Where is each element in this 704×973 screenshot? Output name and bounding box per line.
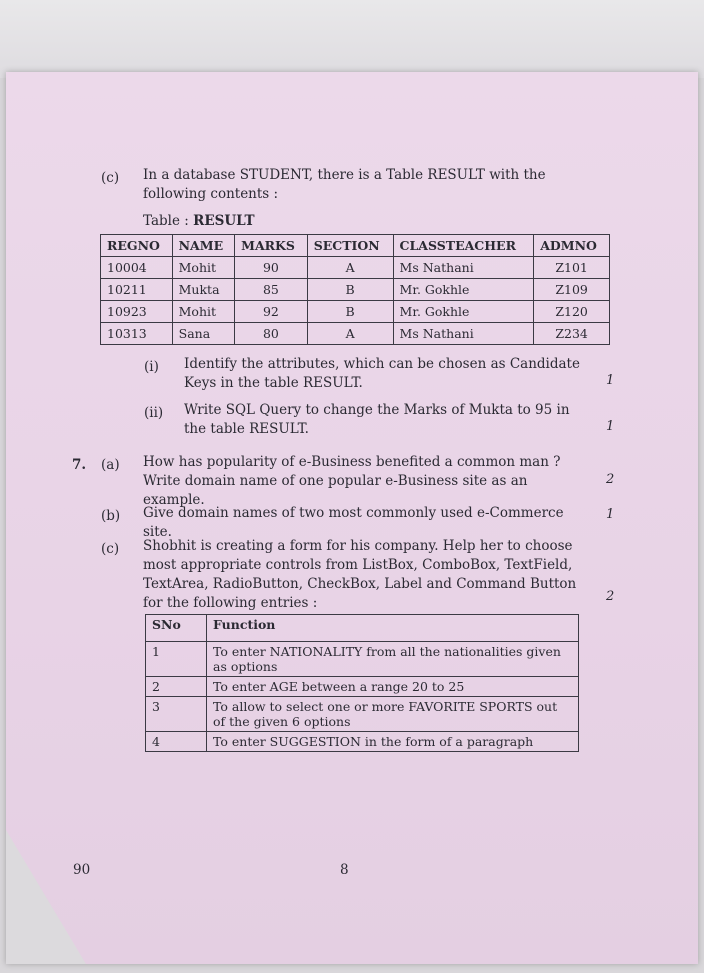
header-admno: ADMNO: [534, 235, 610, 257]
q6c-label: (c): [101, 170, 120, 186]
cell-regno: 10004: [101, 257, 173, 279]
header-marks: MARKS: [235, 235, 308, 257]
cell-admno: Z101: [534, 257, 610, 279]
cell-section: B: [307, 301, 393, 323]
cell-section: B: [307, 279, 393, 301]
cell-sno: 3: [146, 697, 207, 732]
q6c-i-label: (i): [144, 359, 159, 375]
cell-marks: 80: [235, 323, 308, 345]
table-header-row: [101, 235, 610, 257]
cell-name: Mohit: [172, 301, 234, 323]
q7b-marks: 1: [606, 507, 615, 522]
cell-function: To enter SUGGESTION in the form of a paragraph: [207, 732, 579, 752]
scan-background: [0, 0, 704, 78]
caption-name: RESULT: [193, 213, 255, 229]
table-row: [146, 677, 579, 697]
q7a-marks: 2: [606, 472, 615, 487]
q7a-text: How has popularity of e-Business benefited a common man ? Write domain name of one popular e-Business site as an example.: [143, 454, 561, 508]
cell-section: A: [307, 257, 393, 279]
cell-classteacher: Ms Nathani: [393, 257, 534, 279]
q7-number: 7.: [72, 457, 87, 473]
q6c-ii-label: (ii): [144, 405, 164, 421]
cell-admno: Z120: [534, 301, 610, 323]
q7b-text: Give domain names of two most commonly used e-Commerce site.: [143, 505, 564, 540]
q6c-text: In a database STUDENT, there is a Table RESULT with the following contents :: [143, 167, 546, 202]
cell-regno: 10923: [101, 301, 173, 323]
cell-function: To allow to select one or more FAVORITE SPORTS out of the given 6 options: [207, 697, 579, 732]
table-header-row: [146, 615, 579, 642]
table-row: [101, 257, 610, 279]
header-function: Function: [207, 615, 579, 642]
paper-code: 90: [73, 862, 91, 878]
q7c-marks: 2: [606, 589, 615, 604]
q6c-ii-marks: 1: [606, 419, 615, 434]
cell-regno: 10313: [101, 323, 173, 345]
folded-corner: [6, 830, 86, 964]
cell-name: Mukta: [172, 279, 234, 301]
cell-sno: 4: [146, 732, 207, 752]
function-table: [145, 614, 579, 752]
table-row: [101, 279, 610, 301]
cell-sno: 1: [146, 642, 207, 677]
table-row: [146, 732, 579, 752]
cell-section: A: [307, 323, 393, 345]
table-row: [146, 697, 579, 732]
cell-function: To enter AGE between a range 20 to 25: [207, 677, 579, 697]
q6c-i-text: Identify the attributes, which can be chosen as Candidate Keys in the table RESULT.: [184, 356, 580, 391]
result-table-caption: [143, 213, 255, 229]
cell-classteacher: Ms Nathani: [393, 323, 534, 345]
cell-marks: 85: [235, 279, 308, 301]
cell-marks: 90: [235, 257, 308, 279]
header-name: NAME: [172, 235, 234, 257]
cell-name: Mohit: [172, 257, 234, 279]
q6c-i-marks: 1: [606, 373, 615, 388]
q7a-label: (a): [101, 457, 120, 473]
table-row: [101, 301, 610, 323]
cell-admno: Z234: [534, 323, 610, 345]
header-regno: REGNO: [101, 235, 173, 257]
table-row: [146, 642, 579, 677]
cell-name: Sana: [172, 323, 234, 345]
result-table: [100, 234, 610, 345]
q6c-ii-text: Write SQL Query to change the Marks of Mukta to 95 in the table RESULT.: [184, 402, 570, 437]
q7c-text: Shobhit is creating a form for his company. Help her to choose most appropriate controls from ListBox, ComboBox, TextField, TextArea, RadioButton, CheckBox, Label and Command Button for the following entries :: [143, 538, 577, 611]
cell-sno: 2: [146, 677, 207, 697]
cell-marks: 92: [235, 301, 308, 323]
q7b-label: (b): [101, 508, 121, 524]
page-number: 8: [340, 862, 349, 878]
cell-classteacher: Mr. Gokhle: [393, 301, 534, 323]
header-classteacher: CLASSTEACHER: [393, 235, 534, 257]
cell-function: To enter NATIONALITY from all the nationalities given as options: [207, 642, 579, 677]
table-row: [101, 323, 610, 345]
header-sno: SNo: [146, 615, 207, 642]
caption-prefix: Table :: [143, 213, 194, 229]
cell-admno: Z109: [534, 279, 610, 301]
cell-classteacher: Mr. Gokhle: [393, 279, 534, 301]
q7c-label: (c): [101, 541, 120, 557]
header-section: SECTION: [307, 235, 393, 257]
cell-regno: 10211: [101, 279, 173, 301]
